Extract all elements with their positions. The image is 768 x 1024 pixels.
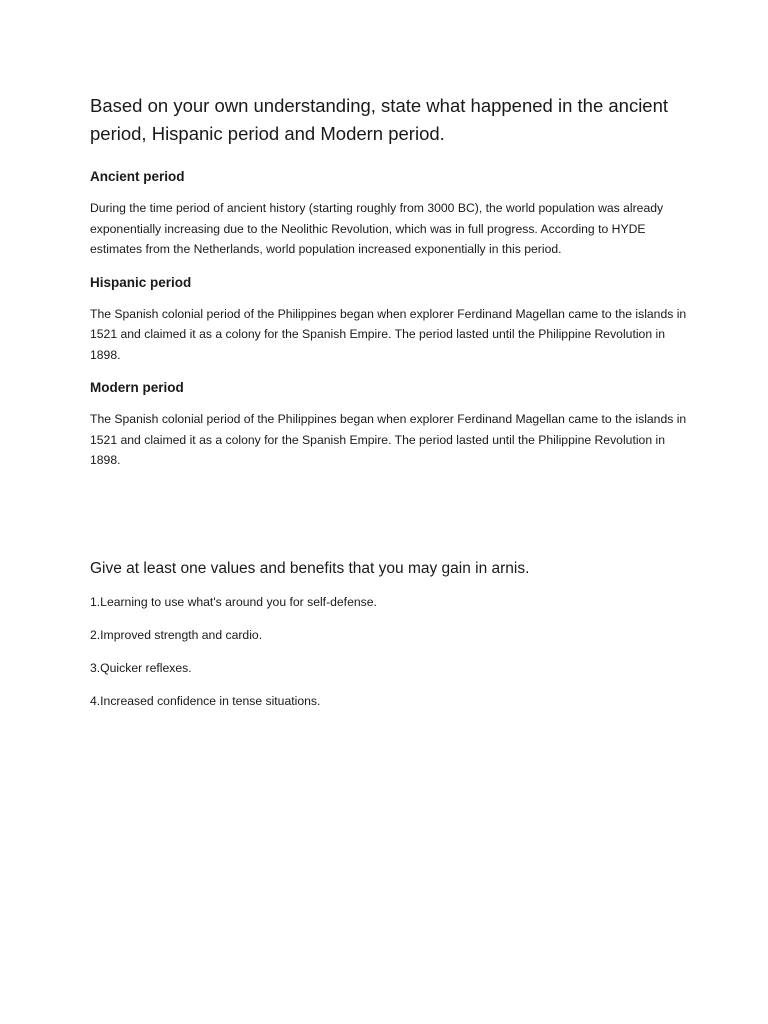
question-1-title: Based on your own understanding, state what happened in the ancient period, Hispanic period and Modern period. xyxy=(90,95,669,144)
section-body-modern: The Spanish colonial period of the Philippines began when explorer Ferdinand Magellan came to the islands in 1521 and claimed it as a colony for the Spanish Empire. The period lasted until the Philippine Revolution in 1898. xyxy=(90,412,687,467)
benefit-item-1: 1.Learning to use what's around you for self-defense. xyxy=(90,594,377,609)
section-heading-hispanic: Hispanic period xyxy=(90,274,192,290)
question-2-title: Give at least one values and benefits that you may gain in arnis. xyxy=(90,559,530,577)
benefit-item-3: 3.Quicker reflexes. xyxy=(90,660,192,675)
section-heading-modern: Modern period xyxy=(90,380,184,395)
section-body-ancient: During the time period of ancient history (starting roughly from 3000 BC), the world population was already exponentially increasing due to the Neolithic Revolution, which was in full progress. According to HYDE estimates from the Netherlands, world population increased exponentially in this period. xyxy=(90,201,664,256)
benefit-item-2: 2.Improved strength and cardio. xyxy=(90,627,263,642)
section-body-hispanic: The Spanish colonial period of the Philippines began when explorer Ferdinand Magellan came to the islands in 1521 and claimed it as a colony for the Spanish Empire. The period lasted until the Philippine Revolution in 1898. xyxy=(90,306,687,362)
benefit-item-4: 4.Increased confidence in tense situations. xyxy=(90,693,321,708)
section-heading-ancient: Ancient period xyxy=(90,169,185,184)
document-content xyxy=(90,92,690,710)
